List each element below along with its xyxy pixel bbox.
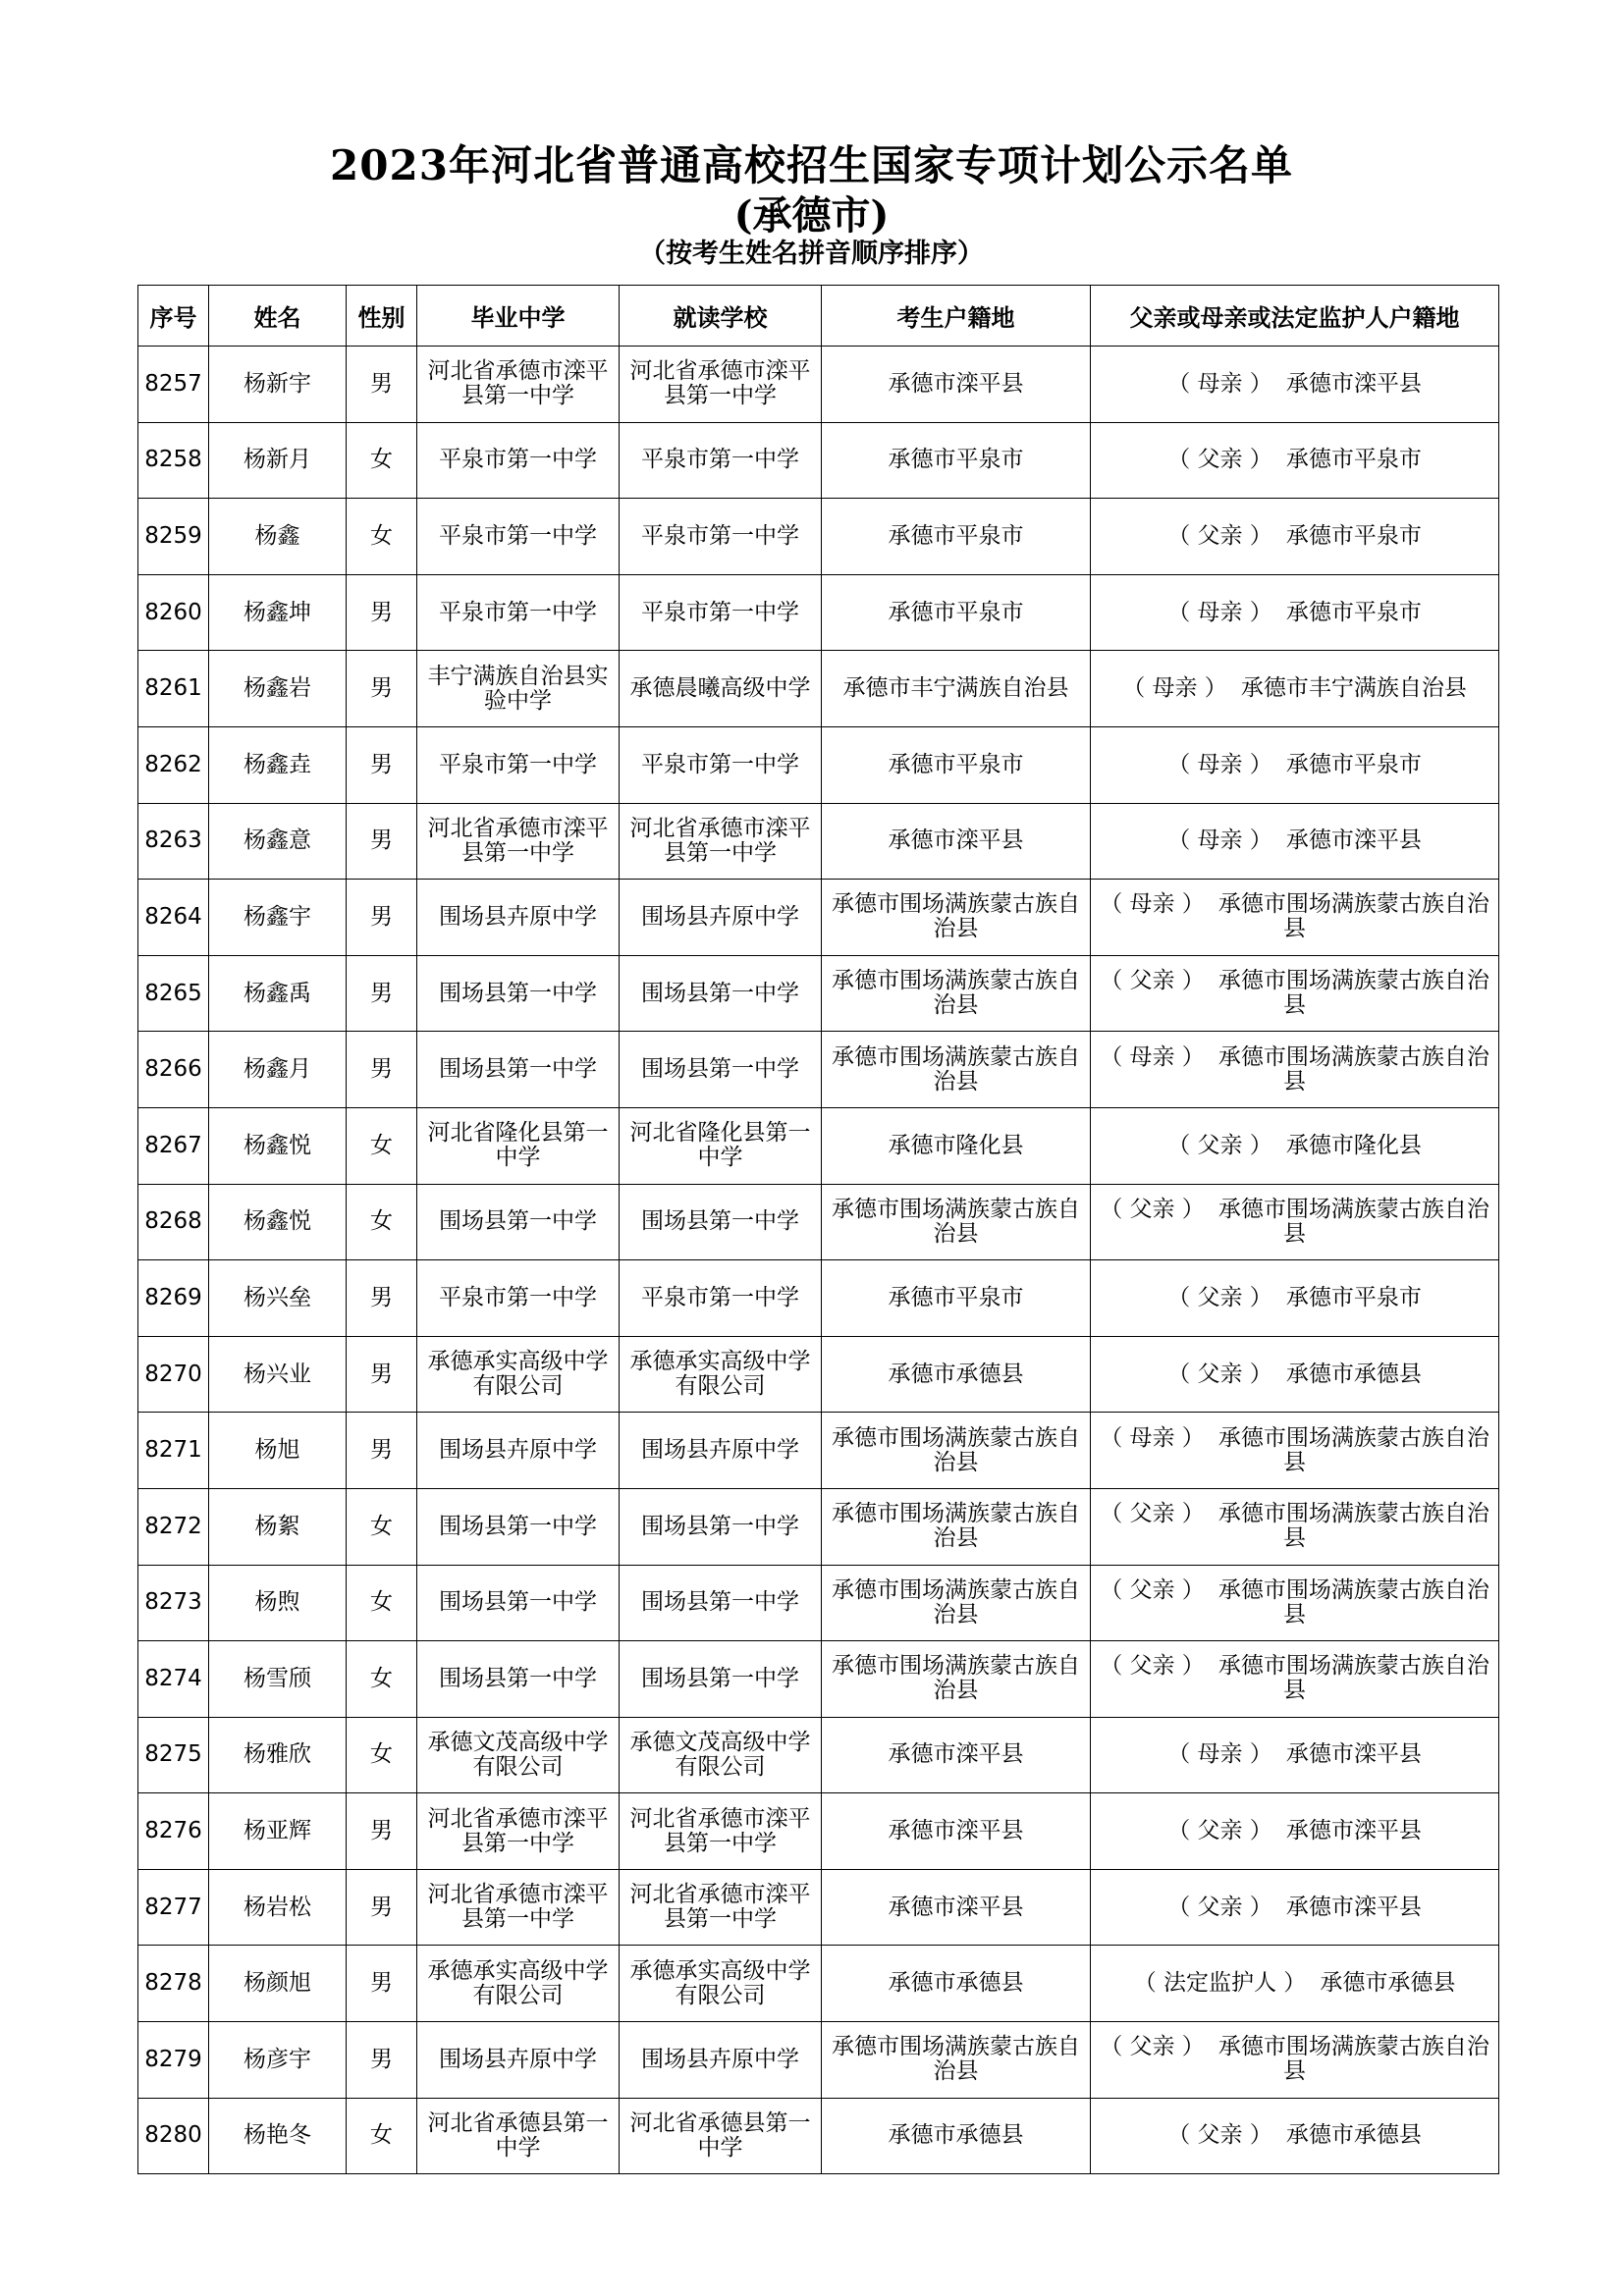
guardian-relation: （ 父亲 ） (1100, 1653, 1205, 1680)
table-row (138, 651, 1499, 727)
cell-current-school: 围场县卉原中学 (620, 2022, 822, 2099)
cell-current-school: 河北省隆化县第一中学 (620, 1107, 822, 1184)
cell-grad-school: 围场县第一中学 (417, 1565, 620, 1641)
guardian-hukou: 承德市平泉市 (1285, 1284, 1422, 1310)
table-row (138, 422, 1499, 499)
guardian-relation: （ 母亲 ） (1100, 891, 1205, 918)
cell-seq: 8267 (138, 1107, 209, 1184)
cell-student-hukou: 承德市滦平县 (822, 1869, 1091, 1946)
cell-gender: 女 (347, 499, 417, 575)
cell-grad-school: 承德文茂高级中学有限公司 (417, 1717, 620, 1793)
cell-gender: 女 (347, 2098, 417, 2174)
table-body (138, 347, 1499, 2174)
cell-current-school: 平泉市第一中学 (620, 499, 822, 575)
cell-student-hukou: 承德市围场满族蒙古族自治县 (822, 880, 1091, 956)
cell-seq: 8259 (138, 499, 209, 575)
table-row (138, 1260, 1499, 1337)
cell-gender: 男 (347, 2022, 417, 2099)
cell-student-hukou: 承德市围场满族蒙古族自治县 (822, 955, 1091, 1032)
cell-current-school: 河北省承德市滦平县第一中学 (620, 803, 822, 880)
cell-guardian (1091, 1032, 1499, 1108)
guardian-relation: （ 父亲 ） (1167, 2122, 1272, 2149)
cell-guardian (1091, 1946, 1499, 2022)
cell-seq: 8273 (138, 1565, 209, 1641)
guardian-hukou: 承德市承德县 (1285, 2122, 1422, 2149)
cell-student-hukou: 承德市围场满族蒙古族自治县 (822, 2022, 1091, 2099)
cell-seq: 8274 (138, 1641, 209, 1718)
cell-seq: 8275 (138, 1717, 209, 1793)
table-row (138, 1032, 1499, 1108)
table-row (138, 1717, 1499, 1793)
table-row (138, 499, 1499, 575)
cell-student-hukou: 承德市丰宁满族自治县 (822, 651, 1091, 727)
cell-name: 杨絮 (209, 1488, 347, 1565)
guardian-hukou: 承德市围场满族蒙古族自治县 (1217, 968, 1489, 1019)
cell-student-hukou: 承德市承德县 (822, 2098, 1091, 2174)
cell-current-school: 围场县第一中学 (620, 1641, 822, 1718)
cell-name: 杨新宇 (209, 347, 347, 423)
cell-seq: 8271 (138, 1413, 209, 1489)
cell-name: 杨鑫悦 (209, 1184, 347, 1260)
col-header-student-hukou: 考生户籍地 (822, 286, 1091, 347)
cell-current-school: 平泉市第一中学 (620, 422, 822, 499)
guardian-relation: （ 母亲 ） (1122, 675, 1227, 702)
table-row (138, 1793, 1499, 1870)
guardian-relation: （ 父亲 ） (1167, 522, 1272, 549)
guardian-hukou: 承德市围场满族蒙古族自治县 (1217, 891, 1489, 942)
cell-current-school: 河北省承德县第一中学 (620, 2098, 822, 2174)
table-header-row (138, 286, 1499, 347)
guardian-relation: （ 母亲 ） (1167, 1741, 1272, 1768)
cell-current-school: 平泉市第一中学 (620, 726, 822, 803)
cell-guardian (1091, 1336, 1499, 1413)
cell-student-hukou: 承德市滦平县 (822, 347, 1091, 423)
cell-gender: 男 (347, 955, 417, 1032)
cell-seq: 8266 (138, 1032, 209, 1108)
cell-guardian (1091, 1260, 1499, 1337)
guardian-relation: （ 母亲 ） (1100, 1043, 1205, 1070)
guardian-relation: （ 父亲 ） (1167, 1818, 1272, 1844)
cell-name: 杨鑫禹 (209, 955, 347, 1032)
cell-grad-school: 围场县卉原中学 (417, 2022, 620, 2099)
cell-seq: 8268 (138, 1184, 209, 1260)
cell-guardian (1091, 1565, 1499, 1641)
guardian-relation: （ 父亲 ） (1100, 2034, 1205, 2060)
cell-current-school: 围场县卉原中学 (620, 1413, 822, 1489)
cell-grad-school: 河北省承德市滦平县第一中学 (417, 1793, 620, 1870)
cell-grad-school: 承德承实高级中学有限公司 (417, 1946, 620, 2022)
guardian-relation: （ 母亲 ） (1167, 828, 1272, 854)
cell-student-hukou: 承德市围场满族蒙古族自治县 (822, 1413, 1091, 1489)
col-header-current-school: 就读学校 (620, 286, 822, 347)
cell-name: 杨鑫宇 (209, 880, 347, 956)
cell-seq: 8261 (138, 651, 209, 727)
cell-grad-school: 平泉市第一中学 (417, 422, 620, 499)
table-row (138, 1641, 1499, 1718)
guardian-hukou: 承德市围场满族蒙古族自治县 (1217, 2034, 1489, 2085)
table-row (138, 1413, 1499, 1489)
cell-seq: 8258 (138, 422, 209, 499)
cell-seq: 8278 (138, 1946, 209, 2022)
cell-current-school: 平泉市第一中学 (620, 574, 822, 651)
cell-gender: 女 (347, 1565, 417, 1641)
guardian-relation: （ 母亲 ） (1100, 1424, 1205, 1451)
cell-seq: 8269 (138, 1260, 209, 1337)
guardian-hukou: 承德市平泉市 (1285, 522, 1422, 549)
cell-current-school: 承德文茂高级中学有限公司 (620, 1717, 822, 1793)
cell-gender: 男 (347, 1946, 417, 2022)
col-header-gender: 性别 (347, 286, 417, 347)
cell-grad-school: 围场县第一中学 (417, 955, 620, 1032)
guardian-hukou: 承德市滦平县 (1285, 828, 1422, 854)
guardian-hukou: 承德市围场满族蒙古族自治县 (1217, 1501, 1489, 1552)
guardian-relation: （ 法定监护人 ） (1133, 1970, 1307, 1997)
cell-student-hukou: 承德市滦平县 (822, 803, 1091, 880)
guardian-relation: （ 父亲 ） (1167, 1361, 1272, 1387)
table-row (138, 880, 1499, 956)
guardian-hukou: 承德市围场满族蒙古族自治县 (1217, 1653, 1489, 1704)
cell-student-hukou: 承德市滦平县 (822, 1717, 1091, 1793)
cell-gender: 男 (347, 1260, 417, 1337)
cell-student-hukou: 承德市承德县 (822, 1946, 1091, 2022)
cell-guardian (1091, 347, 1499, 423)
cell-grad-school: 平泉市第一中学 (417, 574, 620, 651)
cell-guardian (1091, 1488, 1499, 1565)
cell-grad-school: 围场县第一中学 (417, 1641, 620, 1718)
cell-grad-school: 围场县卉原中学 (417, 880, 620, 956)
table-row (138, 1107, 1499, 1184)
cell-gender: 男 (347, 880, 417, 956)
page-title: 2023年河北省普通高校招生国家专项计划公示名单 (330, 141, 1293, 189)
cell-seq: 8262 (138, 726, 209, 803)
guardian-relation: （ 父亲 ） (1100, 968, 1205, 994)
cell-guardian (1091, 1793, 1499, 1870)
guardian-relation: （ 父亲 ） (1100, 1501, 1205, 1527)
cell-student-hukou: 承德市平泉市 (822, 1260, 1091, 1337)
cell-current-school: 承德晨曦高级中学 (620, 651, 822, 727)
cell-seq: 8265 (138, 955, 209, 1032)
cell-current-school: 围场县第一中学 (620, 1565, 822, 1641)
cell-gender: 女 (347, 1107, 417, 1184)
cell-current-school: 围场县第一中学 (620, 1488, 822, 1565)
guardian-hukou: 承德市围场满族蒙古族自治县 (1217, 1576, 1489, 1628)
guardian-hukou: 承德市承德县 (1320, 1970, 1456, 1997)
cell-guardian (1091, 574, 1499, 651)
cell-current-school: 承德承实高级中学有限公司 (620, 1946, 822, 2022)
cell-current-school: 围场县第一中学 (620, 1184, 822, 1260)
cell-student-hukou: 承德市围场满族蒙古族自治县 (822, 1641, 1091, 1718)
guardian-relation: （ 父亲 ） (1167, 447, 1272, 473)
table-row (138, 1336, 1499, 1413)
cell-current-school: 河北省承德市滦平县第一中学 (620, 1793, 822, 1870)
cell-guardian (1091, 499, 1499, 575)
cell-grad-school: 河北省承德县第一中学 (417, 2098, 620, 2174)
cell-seq: 8260 (138, 574, 209, 651)
cell-guardian (1091, 880, 1499, 956)
cell-gender: 男 (347, 726, 417, 803)
cell-gender: 女 (347, 1717, 417, 1793)
cell-grad-school: 河北省隆化县第一中学 (417, 1107, 620, 1184)
cell-name: 杨兴业 (209, 1336, 347, 1413)
guardian-relation: （ 父亲 ） (1167, 1132, 1272, 1158)
cell-name: 杨雪颀 (209, 1641, 347, 1718)
cell-student-hukou: 承德市隆化县 (822, 1107, 1091, 1184)
cell-name: 杨颜旭 (209, 1946, 347, 2022)
cell-seq: 8270 (138, 1336, 209, 1413)
cell-guardian (1091, 726, 1499, 803)
table-row (138, 803, 1499, 880)
cell-guardian (1091, 955, 1499, 1032)
cell-name: 杨岩松 (209, 1869, 347, 1946)
cell-grad-school: 围场县第一中学 (417, 1032, 620, 1108)
guardian-relation: （ 父亲 ） (1167, 1284, 1272, 1310)
cell-seq: 8276 (138, 1793, 209, 1870)
cell-gender: 男 (347, 1032, 417, 1108)
table-row (138, 955, 1499, 1032)
cell-name: 杨鑫月 (209, 1032, 347, 1108)
guardian-relation: （ 父亲 ） (1100, 1196, 1205, 1222)
guardian-hukou: 承德市围场满族蒙古族自治县 (1217, 1424, 1489, 1475)
guardian-relation: （ 父亲 ） (1100, 1576, 1205, 1603)
guardian-hukou: 承德市围场满族蒙古族自治县 (1217, 1196, 1489, 1247)
guardian-hukou: 承德市承德县 (1285, 1361, 1422, 1387)
guardian-hukou: 承德市滦平县 (1285, 1818, 1422, 1844)
cell-grad-school: 围场县第一中学 (417, 1184, 620, 1260)
cell-name: 杨鑫垚 (209, 726, 347, 803)
cell-grad-school: 河北省承德市滦平县第一中学 (417, 803, 620, 880)
table-row (138, 1565, 1499, 1641)
cell-guardian (1091, 1717, 1499, 1793)
cell-current-school: 河北省承德市滦平县第一中学 (620, 347, 822, 423)
cell-student-hukou: 承德市平泉市 (822, 499, 1091, 575)
cell-gender: 女 (347, 1184, 417, 1260)
cell-student-hukou: 承德市围场满族蒙古族自治县 (822, 1488, 1091, 1565)
guardian-hukou: 承德市滦平县 (1285, 1894, 1422, 1920)
cell-student-hukou: 承德市平泉市 (822, 726, 1091, 803)
table-row (138, 1184, 1499, 1260)
guardian-hukou: 承德市滦平县 (1285, 370, 1422, 397)
cell-seq: 8279 (138, 2022, 209, 2099)
cell-grad-school: 承德承实高级中学有限公司 (417, 1336, 620, 1413)
guardian-hukou: 承德市平泉市 (1285, 447, 1422, 473)
guardian-relation: （ 母亲 ） (1167, 370, 1272, 397)
cell-seq: 8277 (138, 1869, 209, 1946)
guardian-hukou: 承德市滦平县 (1285, 1741, 1422, 1768)
table-row (138, 2098, 1499, 2174)
cell-guardian (1091, 2098, 1499, 2174)
cell-guardian (1091, 1641, 1499, 1718)
cell-name: 杨鑫坤 (209, 574, 347, 651)
cell-gender: 男 (347, 574, 417, 651)
cell-student-hukou: 承德市围场满族蒙古族自治县 (822, 1565, 1091, 1641)
cell-guardian (1091, 422, 1499, 499)
cell-current-school: 围场县第一中学 (620, 1032, 822, 1108)
cell-grad-school: 围场县第一中学 (417, 1488, 620, 1565)
page-subtitle: (承德市) (733, 192, 890, 239)
guardian-hukou: 承德市丰宁满族自治县 (1240, 675, 1467, 702)
cell-grad-school: 河北省承德市滦平县第一中学 (417, 1869, 620, 1946)
cell-seq: 8264 (138, 880, 209, 956)
guardian-hukou: 承德市平泉市 (1285, 751, 1422, 777)
cell-gender: 男 (347, 1793, 417, 1870)
table-row (138, 2022, 1499, 2099)
cell-name: 杨艳冬 (209, 2098, 347, 2174)
cell-guardian (1091, 1107, 1499, 1184)
cell-grad-school: 平泉市第一中学 (417, 499, 620, 575)
col-header-seq: 序号 (138, 286, 209, 347)
cell-name: 杨新月 (209, 422, 347, 499)
cell-student-hukou: 承德市承德县 (822, 1336, 1091, 1413)
cell-student-hukou: 承德市围场满族蒙古族自治县 (822, 1184, 1091, 1260)
cell-current-school: 围场县第一中学 (620, 955, 822, 1032)
cell-guardian (1091, 651, 1499, 727)
cell-name: 杨煦 (209, 1565, 347, 1641)
cell-gender: 女 (347, 1641, 417, 1718)
cell-guardian (1091, 1869, 1499, 1946)
cell-name: 杨彦宇 (209, 2022, 347, 2099)
cell-student-hukou: 承德市平泉市 (822, 574, 1091, 651)
cell-name: 杨鑫 (209, 499, 347, 575)
guardian-hukou: 承德市平泉市 (1285, 599, 1422, 625)
col-header-name: 姓名 (209, 286, 347, 347)
guardian-relation: （ 母亲 ） (1167, 751, 1272, 777)
cell-gender: 男 (347, 1413, 417, 1489)
cell-gender: 女 (347, 1488, 417, 1565)
table-row (138, 347, 1499, 423)
cell-guardian (1091, 2022, 1499, 2099)
cell-student-hukou: 承德市平泉市 (822, 422, 1091, 499)
table-row (138, 574, 1499, 651)
cell-current-school: 河北省承德市滦平县第一中学 (620, 1869, 822, 1946)
cell-gender: 男 (347, 347, 417, 423)
guardian-relation: （ 父亲 ） (1167, 1894, 1272, 1920)
table-row (138, 1869, 1499, 1946)
cell-current-school: 平泉市第一中学 (620, 1260, 822, 1337)
cell-gender: 男 (347, 803, 417, 880)
cell-grad-school: 丰宁满族自治县实验中学 (417, 651, 620, 727)
cell-seq: 8272 (138, 1488, 209, 1565)
guardian-relation: （ 母亲 ） (1167, 599, 1272, 625)
cell-gender: 女 (347, 422, 417, 499)
cell-gender: 男 (347, 1869, 417, 1946)
sort-note: （按考生姓名拼音顺序排序） (639, 239, 984, 269)
cell-name: 杨鑫意 (209, 803, 347, 880)
table-row (138, 1488, 1499, 1565)
cell-seq: 8280 (138, 2098, 209, 2174)
cell-student-hukou: 承德市滦平县 (822, 1793, 1091, 1870)
cell-seq: 8257 (138, 347, 209, 423)
cell-grad-school: 平泉市第一中学 (417, 726, 620, 803)
cell-grad-school: 围场县卉原中学 (417, 1413, 620, 1489)
table-row (138, 1946, 1499, 2022)
roster-table (137, 285, 1499, 2174)
cell-guardian (1091, 1184, 1499, 1260)
cell-name: 杨兴垒 (209, 1260, 347, 1337)
col-header-guardian-hukou: 父亲或母亲或法定监护人户籍地 (1091, 286, 1499, 347)
cell-grad-school: 河北省承德市滦平县第一中学 (417, 347, 620, 423)
cell-seq: 8263 (138, 803, 209, 880)
guardian-hukou: 承德市围场满族蒙古族自治县 (1217, 1043, 1489, 1095)
cell-gender: 男 (347, 1336, 417, 1413)
cell-name: 杨亚辉 (209, 1793, 347, 1870)
cell-student-hukou: 承德市围场满族蒙古族自治县 (822, 1032, 1091, 1108)
cell-grad-school: 平泉市第一中学 (417, 1260, 620, 1337)
cell-current-school: 围场县卉原中学 (620, 880, 822, 956)
cell-guardian (1091, 803, 1499, 880)
cell-name: 杨鑫悦 (209, 1107, 347, 1184)
guardian-hukou: 承德市隆化县 (1285, 1132, 1422, 1158)
cell-name: 杨旭 (209, 1413, 347, 1489)
table-row (138, 726, 1499, 803)
cell-guardian (1091, 1413, 1499, 1489)
col-header-grad-school: 毕业中学 (417, 286, 620, 347)
cell-gender: 男 (347, 651, 417, 727)
cell-name: 杨雅欣 (209, 1717, 347, 1793)
cell-name: 杨鑫岩 (209, 651, 347, 727)
cell-current-school: 承德承实高级中学有限公司 (620, 1336, 822, 1413)
